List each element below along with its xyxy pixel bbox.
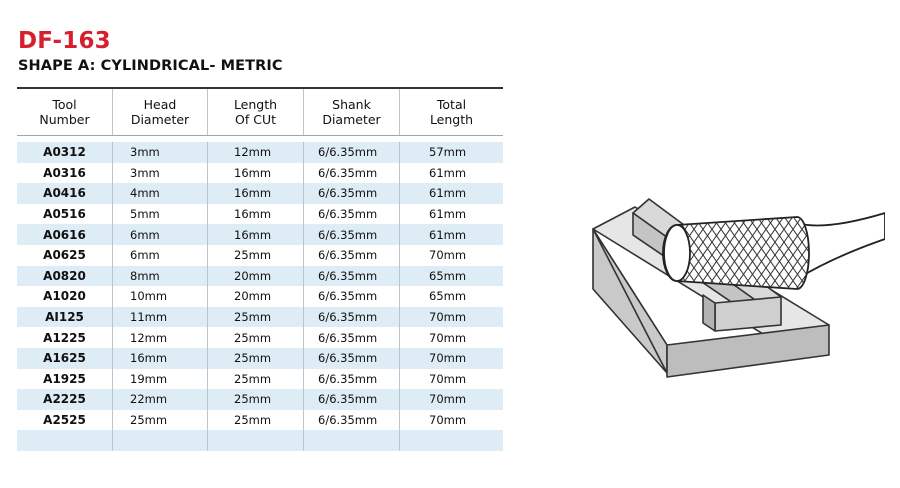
cell-shank-diameter: 6/6.35mm xyxy=(304,369,400,390)
cell-total-length: 70mm xyxy=(429,392,467,407)
cylindrical-burr-on-workpiece-icon xyxy=(585,185,885,385)
cell-shank-diameter: 6/6.35mm xyxy=(304,327,400,348)
cell-length-of-cut: 16mm xyxy=(208,224,304,245)
cell-head-diameter: 10mm xyxy=(113,286,208,307)
table-row xyxy=(17,183,503,204)
cell-head-diameter: 22mm xyxy=(113,389,208,410)
cell-shank-diameter xyxy=(304,430,400,451)
cell-head-diameter: 16mm xyxy=(113,348,208,369)
cell-total-length: 57mm xyxy=(429,145,467,160)
cell-tool-number xyxy=(17,430,113,451)
cell-tool-number: A2525 xyxy=(17,410,113,431)
cell-tool-number: A0820 xyxy=(17,266,113,287)
cell-head-diameter: 5mm xyxy=(113,204,208,225)
table-body xyxy=(17,142,503,451)
cell-shank-diameter: 6/6.35mm xyxy=(304,286,400,307)
cell-total-length: 70mm xyxy=(429,351,467,366)
table-row xyxy=(17,163,503,184)
table-row xyxy=(17,307,503,328)
cell-head-diameter: 3mm xyxy=(113,163,208,184)
cell-shank-diameter: 6/6.35mm xyxy=(304,183,400,204)
cell-head-diameter: 8mm xyxy=(113,266,208,287)
cell-head-diameter: 6mm xyxy=(113,245,208,266)
cell-length-of-cut: 12mm xyxy=(208,142,304,163)
cell-tool-number: A0625 xyxy=(17,245,113,266)
column-header-head-diameter: Head Diameter xyxy=(113,89,208,135)
cell-total-length: 70mm xyxy=(429,248,467,263)
cell-total-length: 70mm xyxy=(429,413,467,428)
table-row xyxy=(17,286,503,307)
cell-shank-diameter: 6/6.35mm xyxy=(304,224,400,245)
cell-total-length: 61mm xyxy=(429,227,467,242)
cell-length-of-cut: 16mm xyxy=(208,163,304,184)
table-row xyxy=(17,245,503,266)
cell-tool-number: A1020 xyxy=(17,286,113,307)
table-row xyxy=(17,430,503,451)
cell-shank-diameter: 6/6.35mm xyxy=(304,410,400,431)
cell-head-diameter: 11mm xyxy=(113,307,208,328)
cell-shank-diameter: 6/6.35mm xyxy=(304,142,400,163)
cell-shank-diameter: 6/6.35mm xyxy=(304,245,400,266)
cell-length-of-cut: 25mm xyxy=(208,307,304,328)
cell-tool-number: A2225 xyxy=(17,389,113,410)
table-row xyxy=(17,142,503,163)
cell-length-of-cut xyxy=(208,430,304,451)
cell-shank-diameter: 6/6.35mm xyxy=(304,266,400,287)
cell-total-length: 61mm xyxy=(429,165,467,180)
column-header-shank-diameter: Shank Diameter xyxy=(304,89,400,135)
spec-table xyxy=(17,87,503,451)
cell-head-diameter: 19mm xyxy=(113,369,208,390)
cell-length-of-cut: 25mm xyxy=(208,369,304,390)
cell-tool-number: A0316 xyxy=(17,163,113,184)
table-row xyxy=(17,266,503,287)
table-row xyxy=(17,327,503,348)
table-row xyxy=(17,348,503,369)
cell-shank-diameter: 6/6.35mm xyxy=(304,204,400,225)
cell-tool-number: A0312 xyxy=(17,142,113,163)
cell-length-of-cut: 16mm xyxy=(208,183,304,204)
page-title: DF-163 xyxy=(18,28,111,54)
cell-total-length: 65mm xyxy=(429,289,467,304)
cell-total-length: 70mm xyxy=(429,310,467,325)
table-header-divider xyxy=(17,135,503,142)
cell-total-length: 70mm xyxy=(429,371,467,386)
cell-total-length xyxy=(400,430,503,451)
cell-head-diameter: 25mm xyxy=(113,410,208,431)
cell-length-of-cut: 25mm xyxy=(208,410,304,431)
cell-head-diameter: 6mm xyxy=(113,224,208,245)
cell-tool-number: A0416 xyxy=(17,183,113,204)
cell-head-diameter: 3mm xyxy=(113,142,208,163)
column-header-tool-number: Tool Number xyxy=(17,89,113,135)
table-row xyxy=(17,224,503,245)
cell-tool-number: A1225 xyxy=(17,327,113,348)
cell-total-length: 61mm xyxy=(429,207,467,222)
cell-shank-diameter: 6/6.35mm xyxy=(304,307,400,328)
cell-length-of-cut: 25mm xyxy=(208,348,304,369)
table-header-row xyxy=(17,89,503,135)
cell-tool-number: A0616 xyxy=(17,224,113,245)
cell-shank-diameter: 6/6.35mm xyxy=(304,348,400,369)
cell-head-diameter: 4mm xyxy=(113,183,208,204)
table-row xyxy=(17,410,503,431)
table-row xyxy=(17,389,503,410)
column-header-length-of-cut: Length Of CUt xyxy=(208,89,304,135)
cell-head-diameter xyxy=(113,430,208,451)
cell-tool-number: AI125 xyxy=(17,307,113,328)
column-header-total-length: Total Length xyxy=(429,97,474,127)
cell-tool-number: A1925 xyxy=(17,369,113,390)
cell-head-diameter: 12mm xyxy=(113,327,208,348)
cell-total-length: 61mm xyxy=(429,186,467,201)
cell-length-of-cut: 20mm xyxy=(208,266,304,287)
table-row xyxy=(17,204,503,225)
table-row xyxy=(17,369,503,390)
cell-shank-diameter: 6/6.35mm xyxy=(304,389,400,410)
cell-total-length: 70mm xyxy=(429,330,467,345)
cell-length-of-cut: 25mm xyxy=(208,245,304,266)
cell-length-of-cut: 16mm xyxy=(208,204,304,225)
cell-tool-number: A0516 xyxy=(17,204,113,225)
cell-length-of-cut: 20mm xyxy=(208,286,304,307)
cell-length-of-cut: 25mm xyxy=(208,327,304,348)
cell-length-of-cut: 25mm xyxy=(208,389,304,410)
cell-total-length: 65mm xyxy=(429,268,467,283)
cell-shank-diameter: 6/6.35mm xyxy=(304,163,400,184)
cell-tool-number: A1625 xyxy=(17,348,113,369)
page-subtitle: SHAPE A: CYLINDRICAL- METRIC xyxy=(18,58,283,74)
burr-shank xyxy=(797,213,885,279)
